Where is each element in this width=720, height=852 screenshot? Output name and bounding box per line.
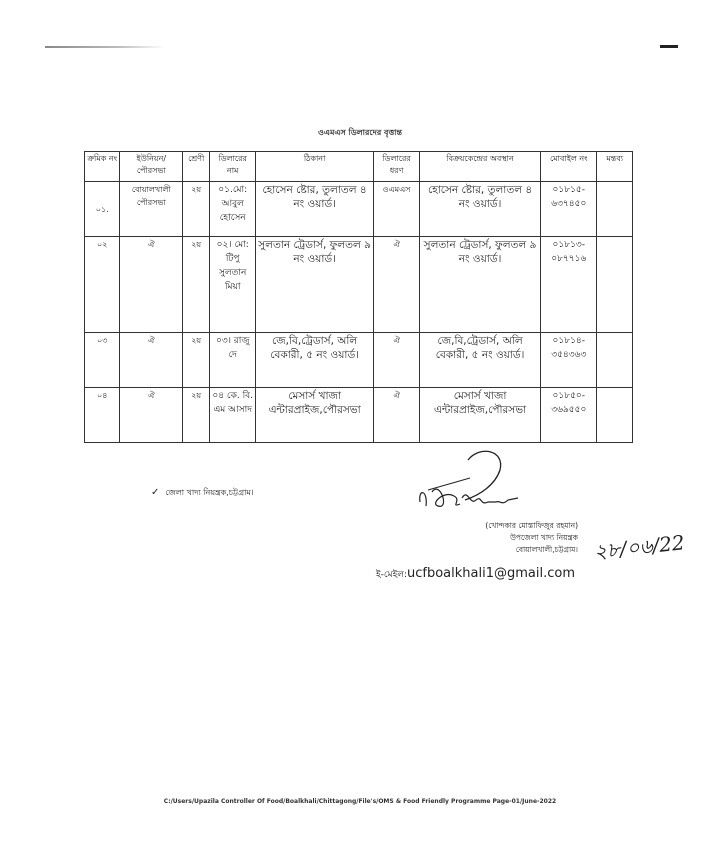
cell-union: বোয়ালখালী পৌরসভা xyxy=(120,182,183,237)
cell-remark xyxy=(597,237,633,333)
cell-dealer-type: ঐ xyxy=(374,237,420,333)
header-union: ইউনিয়ন/ পৌরসভা xyxy=(120,152,183,182)
header-dealer-type: ডিলারের ধরণ xyxy=(374,152,420,182)
header-dealer-name: ডিলারের নাম xyxy=(210,152,256,182)
cell-grade: ২য় xyxy=(183,237,210,333)
dealer-table xyxy=(84,151,633,443)
recipient-line xyxy=(151,487,254,500)
header-remark: মন্তব্য xyxy=(597,152,633,182)
table-row xyxy=(85,237,633,333)
cell-address: জে,বি,ট্রেডার্স, অলি বেকারী, ৫ নং ওয়ার্ড। xyxy=(256,333,374,388)
cell-dealer-name: ০৪ কে. বি. এম আসাদ xyxy=(210,388,256,443)
cell-mobile: ০১৮৫০- ৩৬৯৫৫০ xyxy=(541,388,597,443)
email-label: ই-মেইল: xyxy=(376,570,407,580)
scan-edge-mark xyxy=(660,45,678,48)
email-address: ucfboalkhali1@gmail.com xyxy=(407,566,575,581)
signatory-office: বোয়ালখালী,চট্টগ্রাম। xyxy=(515,545,578,554)
cell-grade: ২য় xyxy=(183,388,210,443)
cell-address: হোসেন ষ্টোর, তুলাতল ৪ নং ওয়ার্ড। xyxy=(256,182,374,237)
table-header-row xyxy=(85,152,633,182)
header-sales-point: বিক্রয়কেন্দ্রের অবস্থান xyxy=(420,152,541,182)
cell-mobile: ০১৮১৪- ৩৫৪৩৬৩ xyxy=(541,333,597,388)
cell-dealer-name: ০২। মো: টিপু সুলতান মিয়া xyxy=(210,237,256,333)
handwritten-date: ২৮/০৬/22 xyxy=(592,530,686,564)
signatory-designation: উপজেলা খাদ্য নিয়ন্ত্রক xyxy=(510,533,578,542)
scan-edge-line xyxy=(45,46,165,48)
cell-mobile: ০১৮১৫- ৬৩৭৪৫০ xyxy=(541,182,597,237)
cell-remark xyxy=(597,182,633,237)
header-mobile: মোবাইল নং xyxy=(541,152,597,182)
cell-dealer-type: ওএমএস xyxy=(374,182,420,237)
cell-dealer-name: ০৩। রাজু দে xyxy=(210,333,256,388)
cell-remark xyxy=(597,333,633,388)
cell-dealer-type: ঐ xyxy=(374,333,420,388)
header-serial: ক্রমিক নং xyxy=(85,152,120,182)
cell-serial: ০২ xyxy=(85,237,120,333)
cell-grade: ২য় xyxy=(183,182,210,237)
cell-grade: ২য় xyxy=(183,333,210,388)
cell-serial: ০৩ xyxy=(85,333,120,388)
cell-remark xyxy=(597,388,633,443)
table-row xyxy=(85,333,633,388)
cell-serial: ০৪ xyxy=(85,388,120,443)
document-title: ওএমএস ডিলারদের বৃত্তান্ত xyxy=(317,128,403,137)
cell-sales-point: জে,বি,ট্রেডার্স, অলি বেকারী, ৫ নং ওয়ার্ড। xyxy=(420,333,541,388)
table-row xyxy=(85,182,633,237)
file-path-footer: C:/Users/Upazila Controller Of Food/Boalkhali/Chittagong/File's/OMS & Food Friendly Programme Page-01/June-2022 xyxy=(163,798,557,805)
cell-union: ঐ xyxy=(120,388,183,443)
checkmark-icon: ✓ xyxy=(151,487,160,498)
cell-serial: ০১. xyxy=(85,182,120,237)
signatory-block xyxy=(388,520,578,556)
cell-address: সুলতান ট্রেডার্স, ফুলতল ৯ নং ওয়ার্ড। xyxy=(256,237,374,333)
recipient-text: জেলা খাদ্য নিয়ন্ত্রক,চট্টগ্রাম। xyxy=(165,488,254,497)
cell-dealer-type: ঐ xyxy=(374,388,420,443)
cell-mobile: ০১৮১৩- ০৮৭৭১৬ xyxy=(541,237,597,333)
cell-address: মেসার্স খাজা এন্টারপ্রাইজ,পৌরসভা xyxy=(256,388,374,443)
cell-union: ঐ xyxy=(120,237,183,333)
signatory-name: (খোন্দকার মোস্তাফিজুর রহমান) xyxy=(485,521,578,530)
cell-sales-point: হোসেন ষ্টোর, তুলাতল ৪ নং ওয়ার্ড। xyxy=(420,182,541,237)
cell-dealer-name: ০১.মো: আবুল হোসেন xyxy=(210,182,256,237)
email-line xyxy=(376,566,575,582)
cell-sales-point: সুলতান ট্রেডার্স, ফুলতল ৯ নং ওয়ার্ড। xyxy=(420,237,541,333)
table-row xyxy=(85,388,633,443)
header-address: ঠিকানা xyxy=(256,152,374,182)
cell-sales-point: মেসার্স খাজা এন্টারপ্রাইজ,পৌরসভা xyxy=(420,388,541,443)
signature-icon xyxy=(410,440,520,530)
cell-union: ঐ xyxy=(120,333,183,388)
header-grade: শ্রেণী xyxy=(183,152,210,182)
